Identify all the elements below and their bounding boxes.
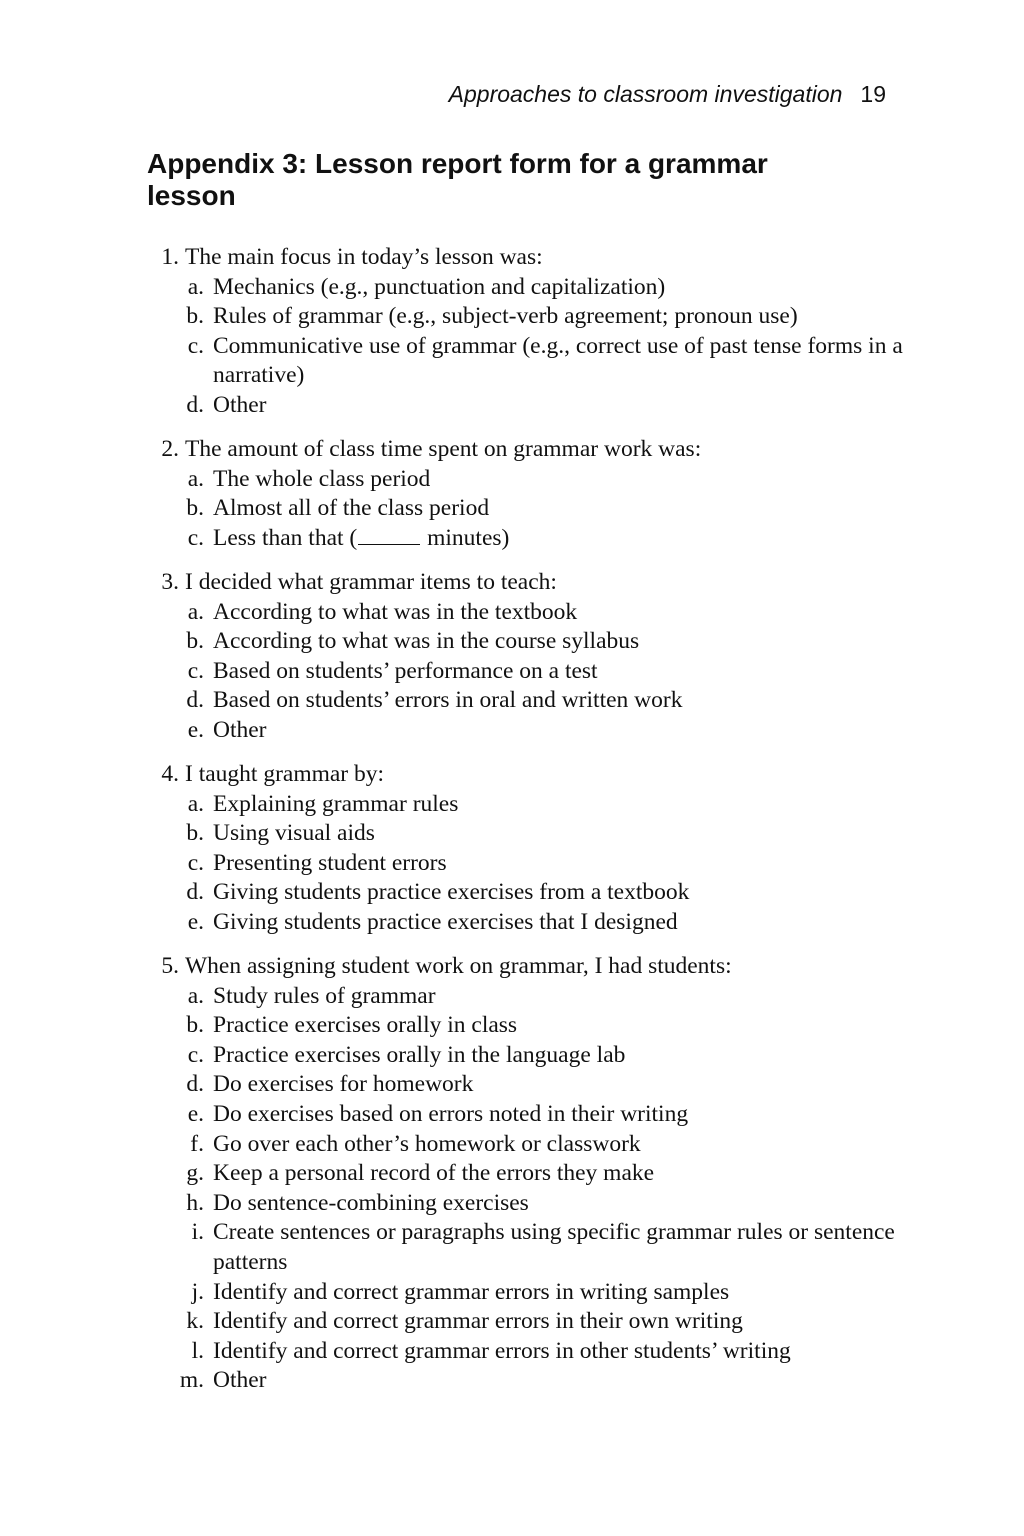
question-row bbox=[147, 435, 907, 465]
question-number: 1. bbox=[161, 244, 179, 270]
option-item bbox=[147, 1366, 907, 1396]
question-number: 2. bbox=[161, 436, 179, 463]
question-number: 5. bbox=[161, 953, 179, 980]
option-text: Do exercises based on errors noted in their writing bbox=[213, 1101, 689, 1128]
option-list bbox=[147, 465, 907, 554]
option-text: Identify and correct grammar errors in other students’ writing bbox=[213, 1337, 791, 1364]
option-text: Using visual aids bbox=[213, 820, 375, 847]
option-list bbox=[147, 982, 907, 1396]
option-text: Rules of grammar (e.g., subject-verb agreement; pronoun use) bbox=[213, 303, 798, 330]
option-item bbox=[147, 1337, 907, 1367]
question-list bbox=[147, 243, 907, 1410]
option-letter: i. bbox=[191, 1219, 204, 1246]
question-text: When assigning student work on grammar, I had students: bbox=[185, 953, 732, 980]
option-letter: c. bbox=[187, 332, 204, 359]
option-item bbox=[147, 982, 907, 1012]
option-text: Explaining grammar rules bbox=[213, 790, 459, 817]
option-text: Go over each other’s homework or classwork bbox=[213, 1130, 641, 1157]
question-number: 3. bbox=[161, 568, 179, 595]
option-list bbox=[147, 273, 907, 421]
option-letter: d. bbox=[186, 687, 204, 714]
option-text: Other bbox=[213, 391, 267, 418]
option-letter: f. bbox=[190, 1130, 204, 1157]
option-item bbox=[147, 849, 907, 879]
question-row bbox=[147, 760, 907, 790]
question-2 bbox=[147, 435, 907, 553]
option-text-before-blank: Less than that ( bbox=[213, 524, 358, 551]
option-item bbox=[147, 1218, 907, 1277]
option-letter: a. bbox=[187, 273, 204, 300]
option-letter: c. bbox=[187, 657, 204, 684]
running-head bbox=[449, 76, 886, 112]
option-text: Giving students practice exercises that I designed bbox=[213, 908, 678, 935]
page-number: 19 bbox=[860, 81, 886, 107]
option-letter: a. bbox=[187, 982, 204, 1009]
option-item bbox=[147, 1070, 907, 1100]
option-letter: a. bbox=[187, 598, 204, 625]
option-text: Mechanics (e.g., punctuation and capitalization) bbox=[213, 273, 666, 300]
option-text: Giving students practice exercises from a textbook bbox=[213, 879, 690, 906]
question-5 bbox=[147, 952, 907, 1396]
option-text: Identify and correct grammar errors in their own writing bbox=[213, 1308, 743, 1335]
option-letter: g. bbox=[186, 1160, 204, 1187]
running-head-title: Approaches to classroom investigation bbox=[448, 81, 843, 107]
option-letter: b. bbox=[186, 1012, 204, 1039]
question-text: The main focus in today’s lesson was: bbox=[185, 244, 543, 270]
question-4 bbox=[147, 760, 907, 938]
option-letter: d. bbox=[186, 1071, 204, 1098]
question-1 bbox=[147, 243, 907, 421]
option-text: Practice exercises orally in the language lab bbox=[213, 1041, 626, 1068]
option-item bbox=[147, 1189, 907, 1219]
option-letter: b. bbox=[186, 303, 204, 330]
question-row bbox=[147, 243, 907, 273]
option-text bbox=[213, 524, 903, 554]
question-text: The amount of class time spent on grammar work was: bbox=[185, 436, 702, 463]
option-letter: a. bbox=[187, 790, 204, 817]
option-letter: l. bbox=[191, 1337, 204, 1364]
option-item bbox=[147, 1011, 907, 1041]
option-text-after-blank: minutes) bbox=[421, 524, 510, 551]
option-letter: h. bbox=[186, 1189, 204, 1216]
option-item bbox=[147, 686, 907, 716]
option-item bbox=[147, 1100, 907, 1130]
option-text: Create sentences or paragraphs using specific grammar rules or sentence patterns bbox=[213, 1219, 895, 1275]
option-text: Based on students’ errors in oral and written work bbox=[213, 687, 683, 714]
option-item bbox=[147, 819, 907, 849]
option-item bbox=[147, 598, 907, 628]
option-text: Do sentence-combining exercises bbox=[213, 1189, 529, 1216]
option-letter: d. bbox=[186, 391, 204, 418]
option-text: Based on students’ performance on a test bbox=[213, 657, 598, 684]
question-number: 4. bbox=[161, 761, 179, 787]
option-letter: k. bbox=[186, 1308, 204, 1335]
option-item bbox=[147, 1307, 907, 1337]
option-item bbox=[147, 332, 907, 391]
option-letter: m. bbox=[179, 1367, 204, 1394]
option-text: Do exercises for homework bbox=[213, 1071, 474, 1098]
minutes-blank-line bbox=[358, 526, 420, 545]
option-item bbox=[147, 1041, 907, 1071]
option-text: According to what was in the course syllabus bbox=[213, 628, 640, 655]
option-item bbox=[147, 1278, 907, 1308]
option-item bbox=[147, 1130, 907, 1160]
option-item bbox=[147, 657, 907, 687]
question-row bbox=[147, 952, 907, 982]
option-letter: b. bbox=[186, 628, 204, 655]
option-letter: d. bbox=[186, 879, 204, 906]
option-text: Presenting student errors bbox=[213, 849, 447, 876]
option-item bbox=[147, 878, 907, 908]
option-item bbox=[147, 524, 907, 554]
option-text: Almost all of the class period bbox=[213, 495, 490, 522]
option-text: Other bbox=[213, 716, 267, 743]
question-3 bbox=[147, 568, 907, 746]
option-list bbox=[147, 598, 907, 746]
option-item bbox=[147, 494, 907, 524]
option-text: Identify and correct grammar errors in writing samples bbox=[213, 1278, 730, 1305]
option-text: Study rules of grammar bbox=[213, 982, 436, 1009]
option-item bbox=[147, 716, 907, 746]
option-text: Keep a personal record of the errors they make bbox=[213, 1160, 655, 1187]
option-letter: b. bbox=[186, 495, 204, 522]
option-letter: e. bbox=[187, 1101, 204, 1128]
option-text: Other bbox=[213, 1367, 267, 1394]
option-text: The whole class period bbox=[213, 465, 431, 492]
option-item bbox=[147, 465, 907, 495]
option-letter: e. bbox=[187, 908, 204, 935]
option-letter: b. bbox=[186, 820, 204, 847]
question-text: I taught grammar by: bbox=[185, 761, 385, 787]
appendix-heading: Appendix 3: Lesson report form for a grammar lesson bbox=[147, 148, 768, 211]
option-item bbox=[147, 908, 907, 938]
option-item bbox=[147, 1159, 907, 1189]
option-item bbox=[147, 790, 907, 820]
option-item bbox=[147, 273, 907, 303]
option-letter: c. bbox=[187, 849, 204, 876]
option-text: According to what was in the textbook bbox=[213, 598, 578, 625]
option-letter: c. bbox=[187, 1041, 204, 1068]
option-text: Communicative use of grammar (e.g., correct use of past tense forms in a narrative) bbox=[213, 332, 903, 389]
option-list bbox=[147, 790, 907, 938]
option-item bbox=[147, 302, 907, 332]
option-item bbox=[147, 391, 907, 421]
option-letter: a. bbox=[187, 465, 204, 492]
question-text: I decided what grammar items to teach: bbox=[185, 568, 557, 595]
option-letter: c. bbox=[187, 524, 204, 551]
option-item bbox=[147, 627, 907, 657]
option-letter: e. bbox=[187, 716, 204, 743]
option-letter: j. bbox=[191, 1278, 204, 1305]
question-row bbox=[147, 568, 907, 598]
option-text: Practice exercises orally in class bbox=[213, 1012, 518, 1039]
